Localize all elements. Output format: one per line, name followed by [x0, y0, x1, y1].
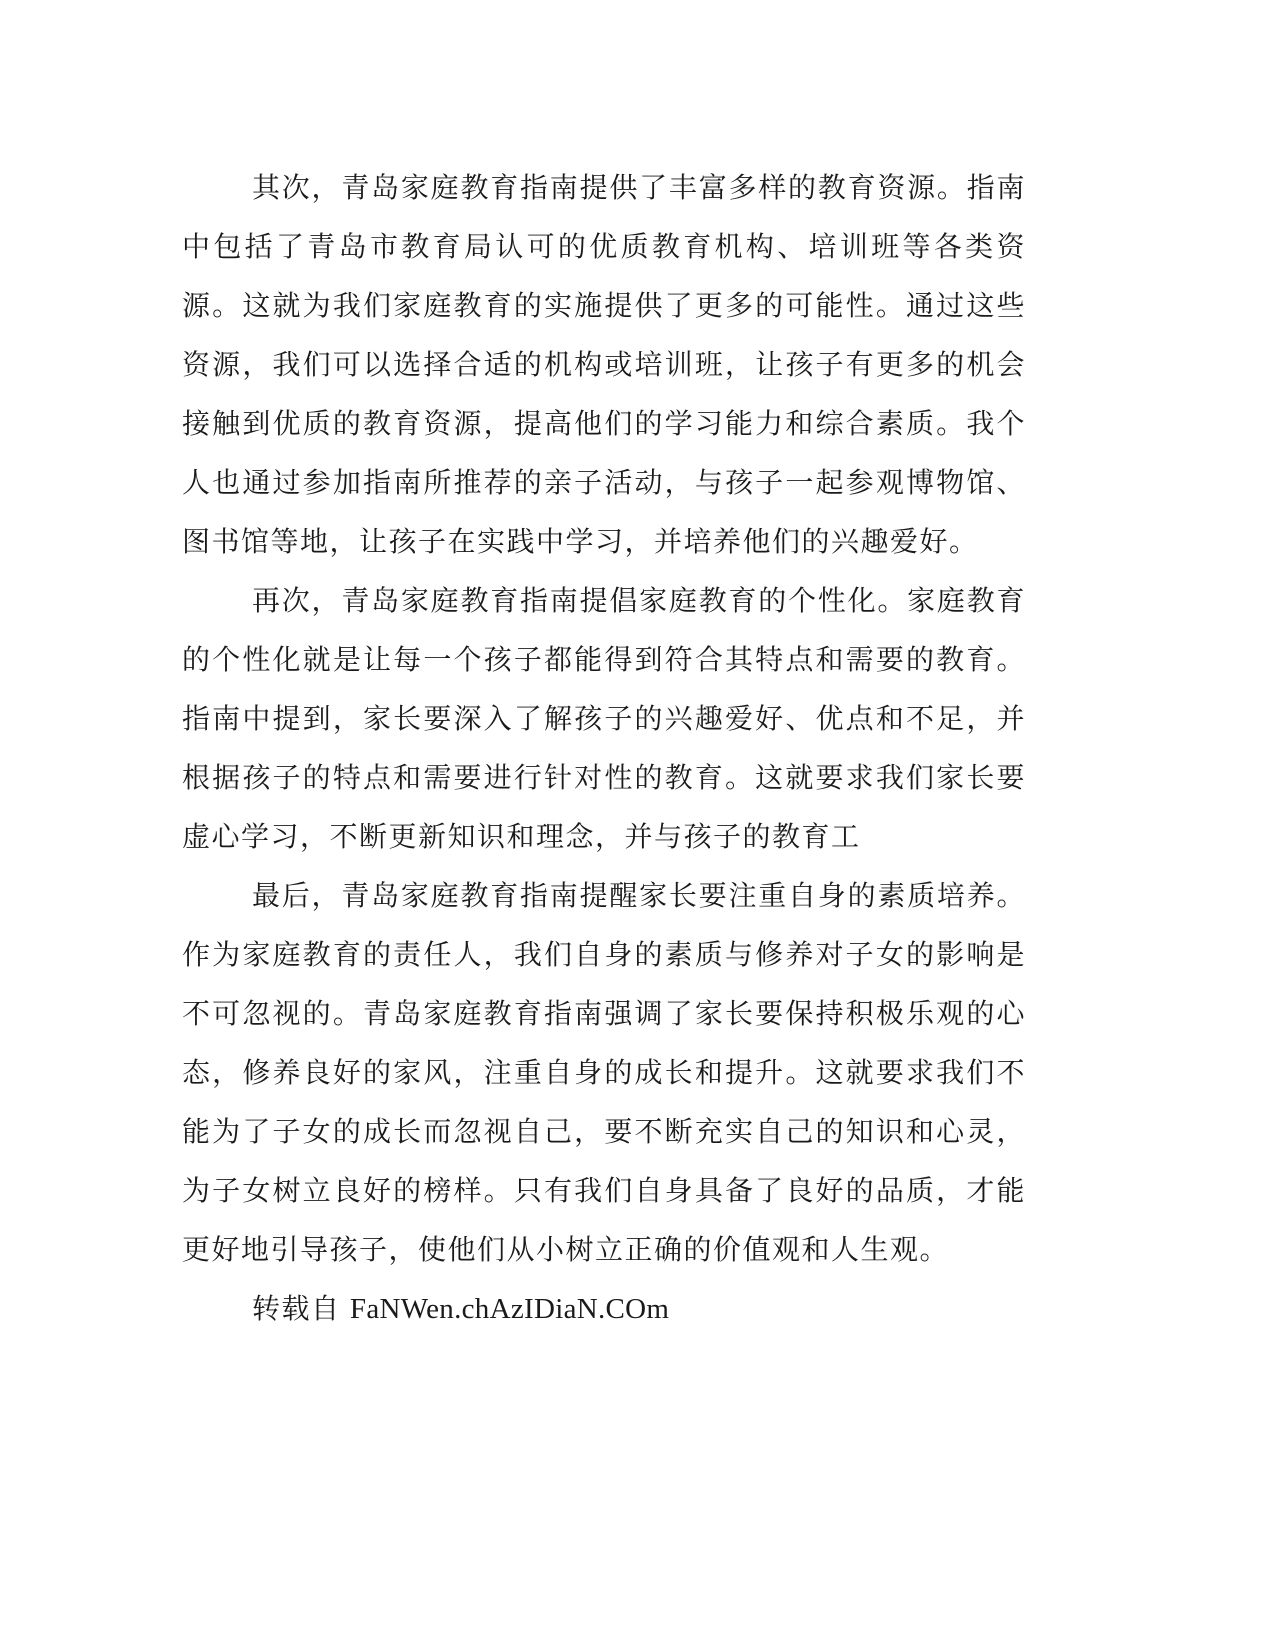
paragraph-parent-quality: 最后，青岛家庭教育指南提醒家长要注重自身的素质培养。作为家庭教育的责任人，我们自身的素质与修养对子女的影响是不可忽视的。青岛家庭教育指南强调了家长要保持积极乐观的心态，修养良好的家风，注重自身的成长和提升。这就要求我们不能为了子女的成长而忽视自己，要不断充实自己的知识和心灵，为子女树立良好的榜样。只有我们自身具备了良好的品质，才能更好地引导孩子，使他们从小树立正确的价值观和人生观。	[182, 879, 1026, 1266]
source-label: 转载自	[252, 1292, 341, 1325]
source-url: FaNWen.chAzIDiaN.COm	[349, 1293, 670, 1325]
document-body	[182, 158, 1026, 1339]
source-line	[182, 1279, 1026, 1339]
paragraph-personalization: 再次，青岛家庭教育指南提倡家庭教育的个性化。家庭教育的个性化就是让每一个孩子都能得到符合其特点和需要的教育。指南中提到，家长要深入了解孩子的兴趣爱好、优点和不足，并根据孩子的特点和需要进行针对性的教育。这就要求我们家长要虚心学习，不断更新知识和理念，并与孩子的教育工	[182, 584, 1026, 853]
paragraph-resources: 其次，青岛家庭教育指南提供了丰富多样的教育资源。指南中包括了青岛市教育局认可的优质教育机构、培训班等各类资源。这就为我们家庭教育的实施提供了更多的可能性。通过这些资源，我们可以选择合适的机构或培训班，让孩子有更多的机会接触到优质的教育资源，提高他们的学习能力和综合素质。我个人也通过参加指南所推荐的亲子活动，与孩子一起参观博物馆、图书馆等地，让孩子在实践中学习，并培养他们的兴趣爱好。	[182, 171, 1026, 558]
